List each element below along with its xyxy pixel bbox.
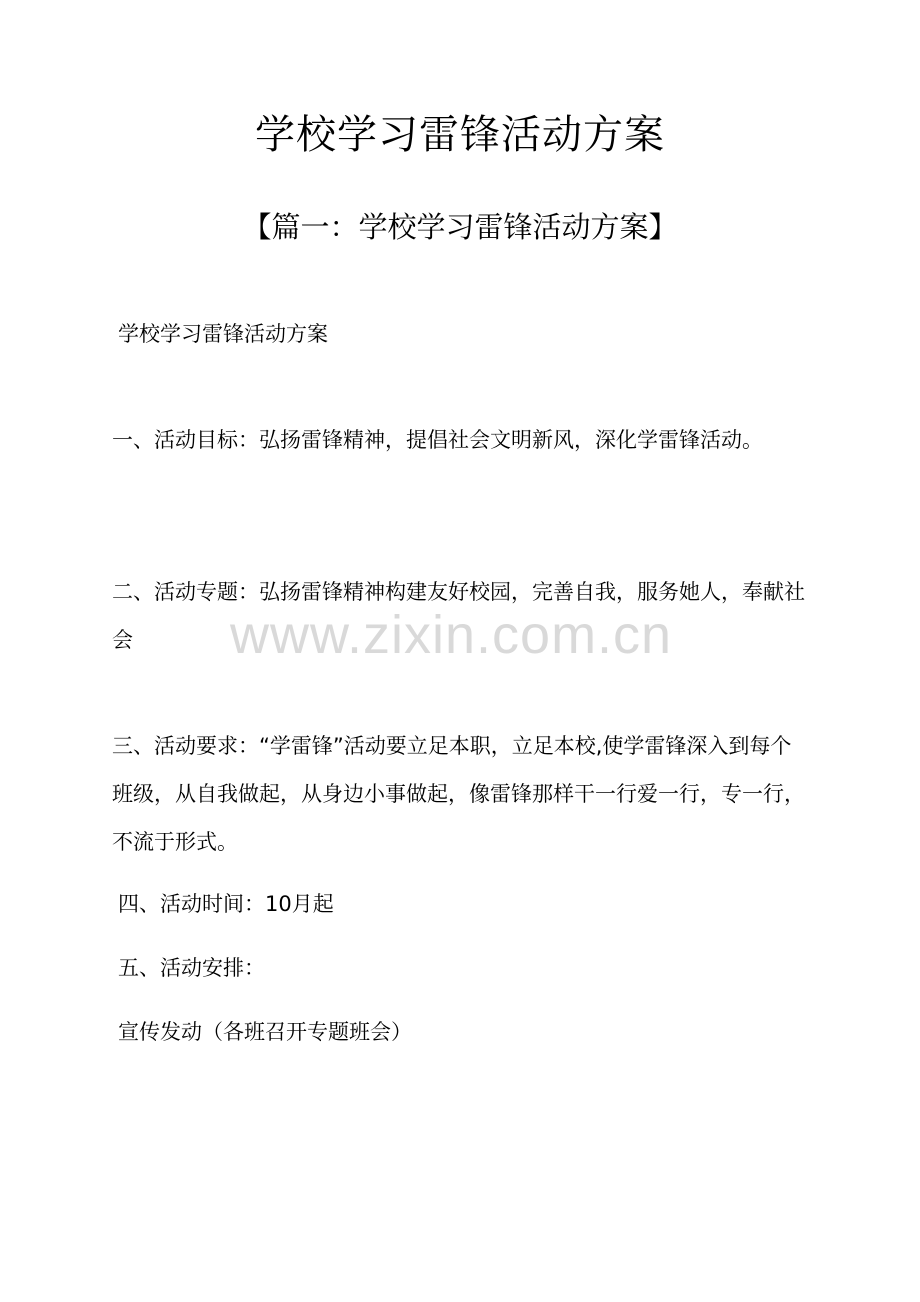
paragraph-activity-arrangement: 五、活动安排： xyxy=(118,956,265,980)
document-subtitle: 【篇一：学校学习雷锋活动方案】 xyxy=(242,210,678,244)
watermark-text: www.zixin.com.cn xyxy=(230,605,673,665)
paragraph-activity-goal: 一、活动目标：弘扬雷锋精神，提倡社会文明新风，深化学雷锋活动。 xyxy=(112,428,763,452)
section-heading: 学校学习雷锋活动方案 xyxy=(118,322,328,346)
paragraph-publicity: 宣传发动（各班召开专题班会） xyxy=(118,1020,412,1044)
document-title: 学校学习雷锋活动方案 xyxy=(255,112,665,158)
paragraph-activity-time: 四、活动时间：10月起 xyxy=(118,892,334,916)
paragraph-activity-requirements: 三、活动要求：“学雷锋”活动要立足本职，立足本校,使学雷锋深入到每个班级，从自我做起，从身边小事做起，像雷锋那样干一行爱一行，专一行，不流于形式。 xyxy=(112,734,805,854)
paragraph-activity-theme: 二、活动专题：弘扬雷锋精神构建友好校园，完善自我，服务她人，奉献社会 xyxy=(112,580,805,652)
